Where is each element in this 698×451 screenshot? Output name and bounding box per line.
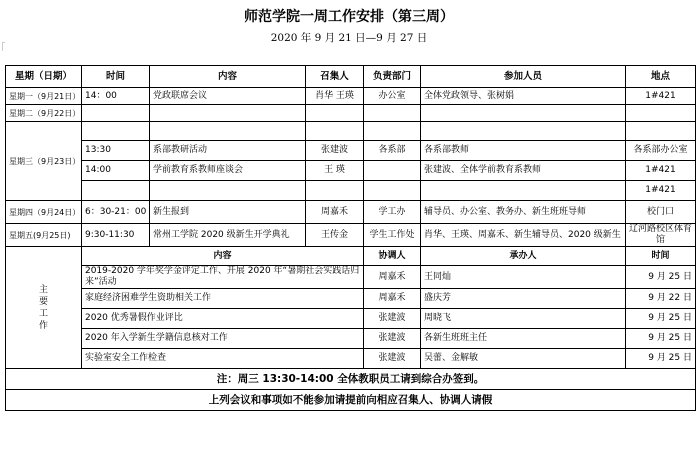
participants-friday: 肖华、王瑛、周嘉禾、新生辅导员、2020 级新生 <box>421 224 626 247</box>
main-work-content: 2019-2020 学年奖学金评定工作、开展 2020 年“暑期社会实践话归来”活动 <box>82 266 364 289</box>
content-wednesday-2: 学前教育系教师座谈会 <box>150 161 306 181</box>
schedule-table <box>5 65 696 411</box>
time-thursday: 6：30-21：00 <box>82 201 150 224</box>
schedule-header-row <box>6 66 696 88</box>
schedule-row-friday <box>6 224 696 247</box>
header-time: 时间 <box>82 66 150 88</box>
header-participants: 参加人员 <box>421 66 626 88</box>
location-friday: 辽河路校区体育馆 <box>626 224 696 247</box>
document-title: 师范学院一周工作安排（第三周） <box>244 9 454 25</box>
location-thursday: 校门口 <box>626 201 696 224</box>
day-friday: 星期五(9月25日) <box>6 224 82 247</box>
main-work-coordinator: 张建波 <box>364 349 421 369</box>
main-work-header-content: 内容 <box>82 247 364 266</box>
participants-wednesday-1: 各系部教师 <box>421 141 626 161</box>
department-monday: 办公室 <box>364 88 421 105</box>
main-work-time: 9 月 25 日 <box>626 309 696 329</box>
time-monday: 14：00 <box>82 88 150 105</box>
note-sign-in: 注：周三 13:30-14:00 全体教职员工请到综合办签到。 <box>6 369 696 390</box>
convener-friday: 王传金 <box>306 224 364 247</box>
location-wednesday-1: 各系部办公室 <box>626 141 696 161</box>
main-work-label-text: 主要工作 <box>38 284 48 331</box>
main-work-row <box>6 289 696 309</box>
main-work-time: 9 月 25 日 <box>626 329 696 349</box>
time-wednesday-1: 13:30 <box>82 141 150 161</box>
time-friday: 9:30-11:30 <box>82 224 150 247</box>
corner-mark <box>2 42 5 51</box>
participants-monday: 全体党政领导、张树娟 <box>421 88 626 105</box>
day-tuesday: 星期二（9月22日） <box>6 105 82 122</box>
convener-wednesday-2: 王 瑛 <box>306 161 364 181</box>
location-monday: 1#421 <box>626 88 696 105</box>
main-work-label <box>6 247 82 369</box>
schedule-row-wednesday-4 <box>6 181 696 201</box>
main-work-row <box>6 349 696 369</box>
department-thursday: 学工办 <box>364 201 421 224</box>
main-work-content: 家庭经济困难学生资助相关工作 <box>82 289 364 309</box>
location-wednesday-2: 1#421 <box>626 161 696 181</box>
schedule-row-wednesday-3 <box>6 161 696 181</box>
main-work-content: 2020 年入学新生学籍信息核对工作 <box>82 329 364 349</box>
note-row-1 <box>6 369 696 390</box>
department-friday: 学生工作处 <box>364 224 421 247</box>
main-work-row <box>6 309 696 329</box>
content-wednesday-1: 系部教研活动 <box>150 141 306 161</box>
content-thursday: 新生报到 <box>150 201 306 224</box>
schedule-row-wednesday-1 <box>6 122 696 141</box>
schedule-row-thursday <box>6 201 696 224</box>
content-friday: 常州工学院 2020 级新生开学典礼 <box>150 224 306 247</box>
main-work-time: 9 月 25 日 <box>626 266 696 289</box>
main-work-header-time: 时间 <box>626 247 696 266</box>
header-department: 负责部门 <box>364 66 421 88</box>
main-work-executor: 盛庆芳 <box>421 289 626 309</box>
main-work-executor: 周晓飞 <box>421 309 626 329</box>
main-work-content: 实验室安全工作检查 <box>82 349 364 369</box>
note-row-2 <box>6 390 696 411</box>
main-work-header-executor: 承办人 <box>421 247 626 266</box>
note-leave-request: 上列会议和事项如不能参加请提前向相应召集人、协调人请假 <box>6 390 696 411</box>
day-wednesday: 星期三（9月23日） <box>6 122 82 201</box>
main-work-executor: 王同灿 <box>421 266 626 289</box>
main-work-coordinator: 张建波 <box>364 329 421 349</box>
main-work-time: 9 月 22 日 <box>626 289 696 309</box>
header-location: 地点 <box>626 66 696 88</box>
day-thursday: 星期四（9月24日） <box>6 201 82 224</box>
content-monday: 党政联席会议 <box>150 88 306 105</box>
participants-thursday: 辅导员、办公室、教务办、新生班班导师 <box>421 201 626 224</box>
main-work-row <box>6 266 696 289</box>
main-work-content: 2020 优秀暑假作业评比 <box>82 309 364 329</box>
schedule-row-wednesday-2 <box>6 141 696 161</box>
main-work-coordinator: 周嘉禾 <box>364 289 421 309</box>
participants-wednesday-2: 张建波、全体学前教育系教师 <box>421 161 626 181</box>
schedule-row-monday <box>6 88 696 105</box>
location-wednesday-3: 1#421 <box>626 181 696 201</box>
header-content: 内容 <box>150 66 306 88</box>
header-convener: 召集人 <box>306 66 364 88</box>
convener-thursday: 周嘉禾 <box>306 201 364 224</box>
schedule-row-tuesday <box>6 105 696 122</box>
date-range: 2020 年 9 月 21 日—9 月 27 日 <box>270 32 428 44</box>
main-work-header-row <box>6 247 696 266</box>
main-work-coordinator: 张建波 <box>364 309 421 329</box>
department-wednesday-1: 各系部 <box>364 141 421 161</box>
day-monday: 星期一（9月21日） <box>6 88 82 105</box>
main-work-executor: 吴蕾、金解敏 <box>421 349 626 369</box>
convener-wednesday-1: 张建波 <box>306 141 364 161</box>
main-work-time: 9 月 25 日 <box>626 349 696 369</box>
time-wednesday-2: 14:00 <box>82 161 150 181</box>
convener-monday: 肖华 王瑛 <box>306 88 364 105</box>
main-work-coordinator: 周嘉禾 <box>364 266 421 289</box>
main-work-row <box>6 329 696 349</box>
main-work-executor: 各新生班班主任 <box>421 329 626 349</box>
main-work-header-coordinator: 协调人 <box>364 247 421 266</box>
header-day: 星期（日期） <box>6 66 82 88</box>
